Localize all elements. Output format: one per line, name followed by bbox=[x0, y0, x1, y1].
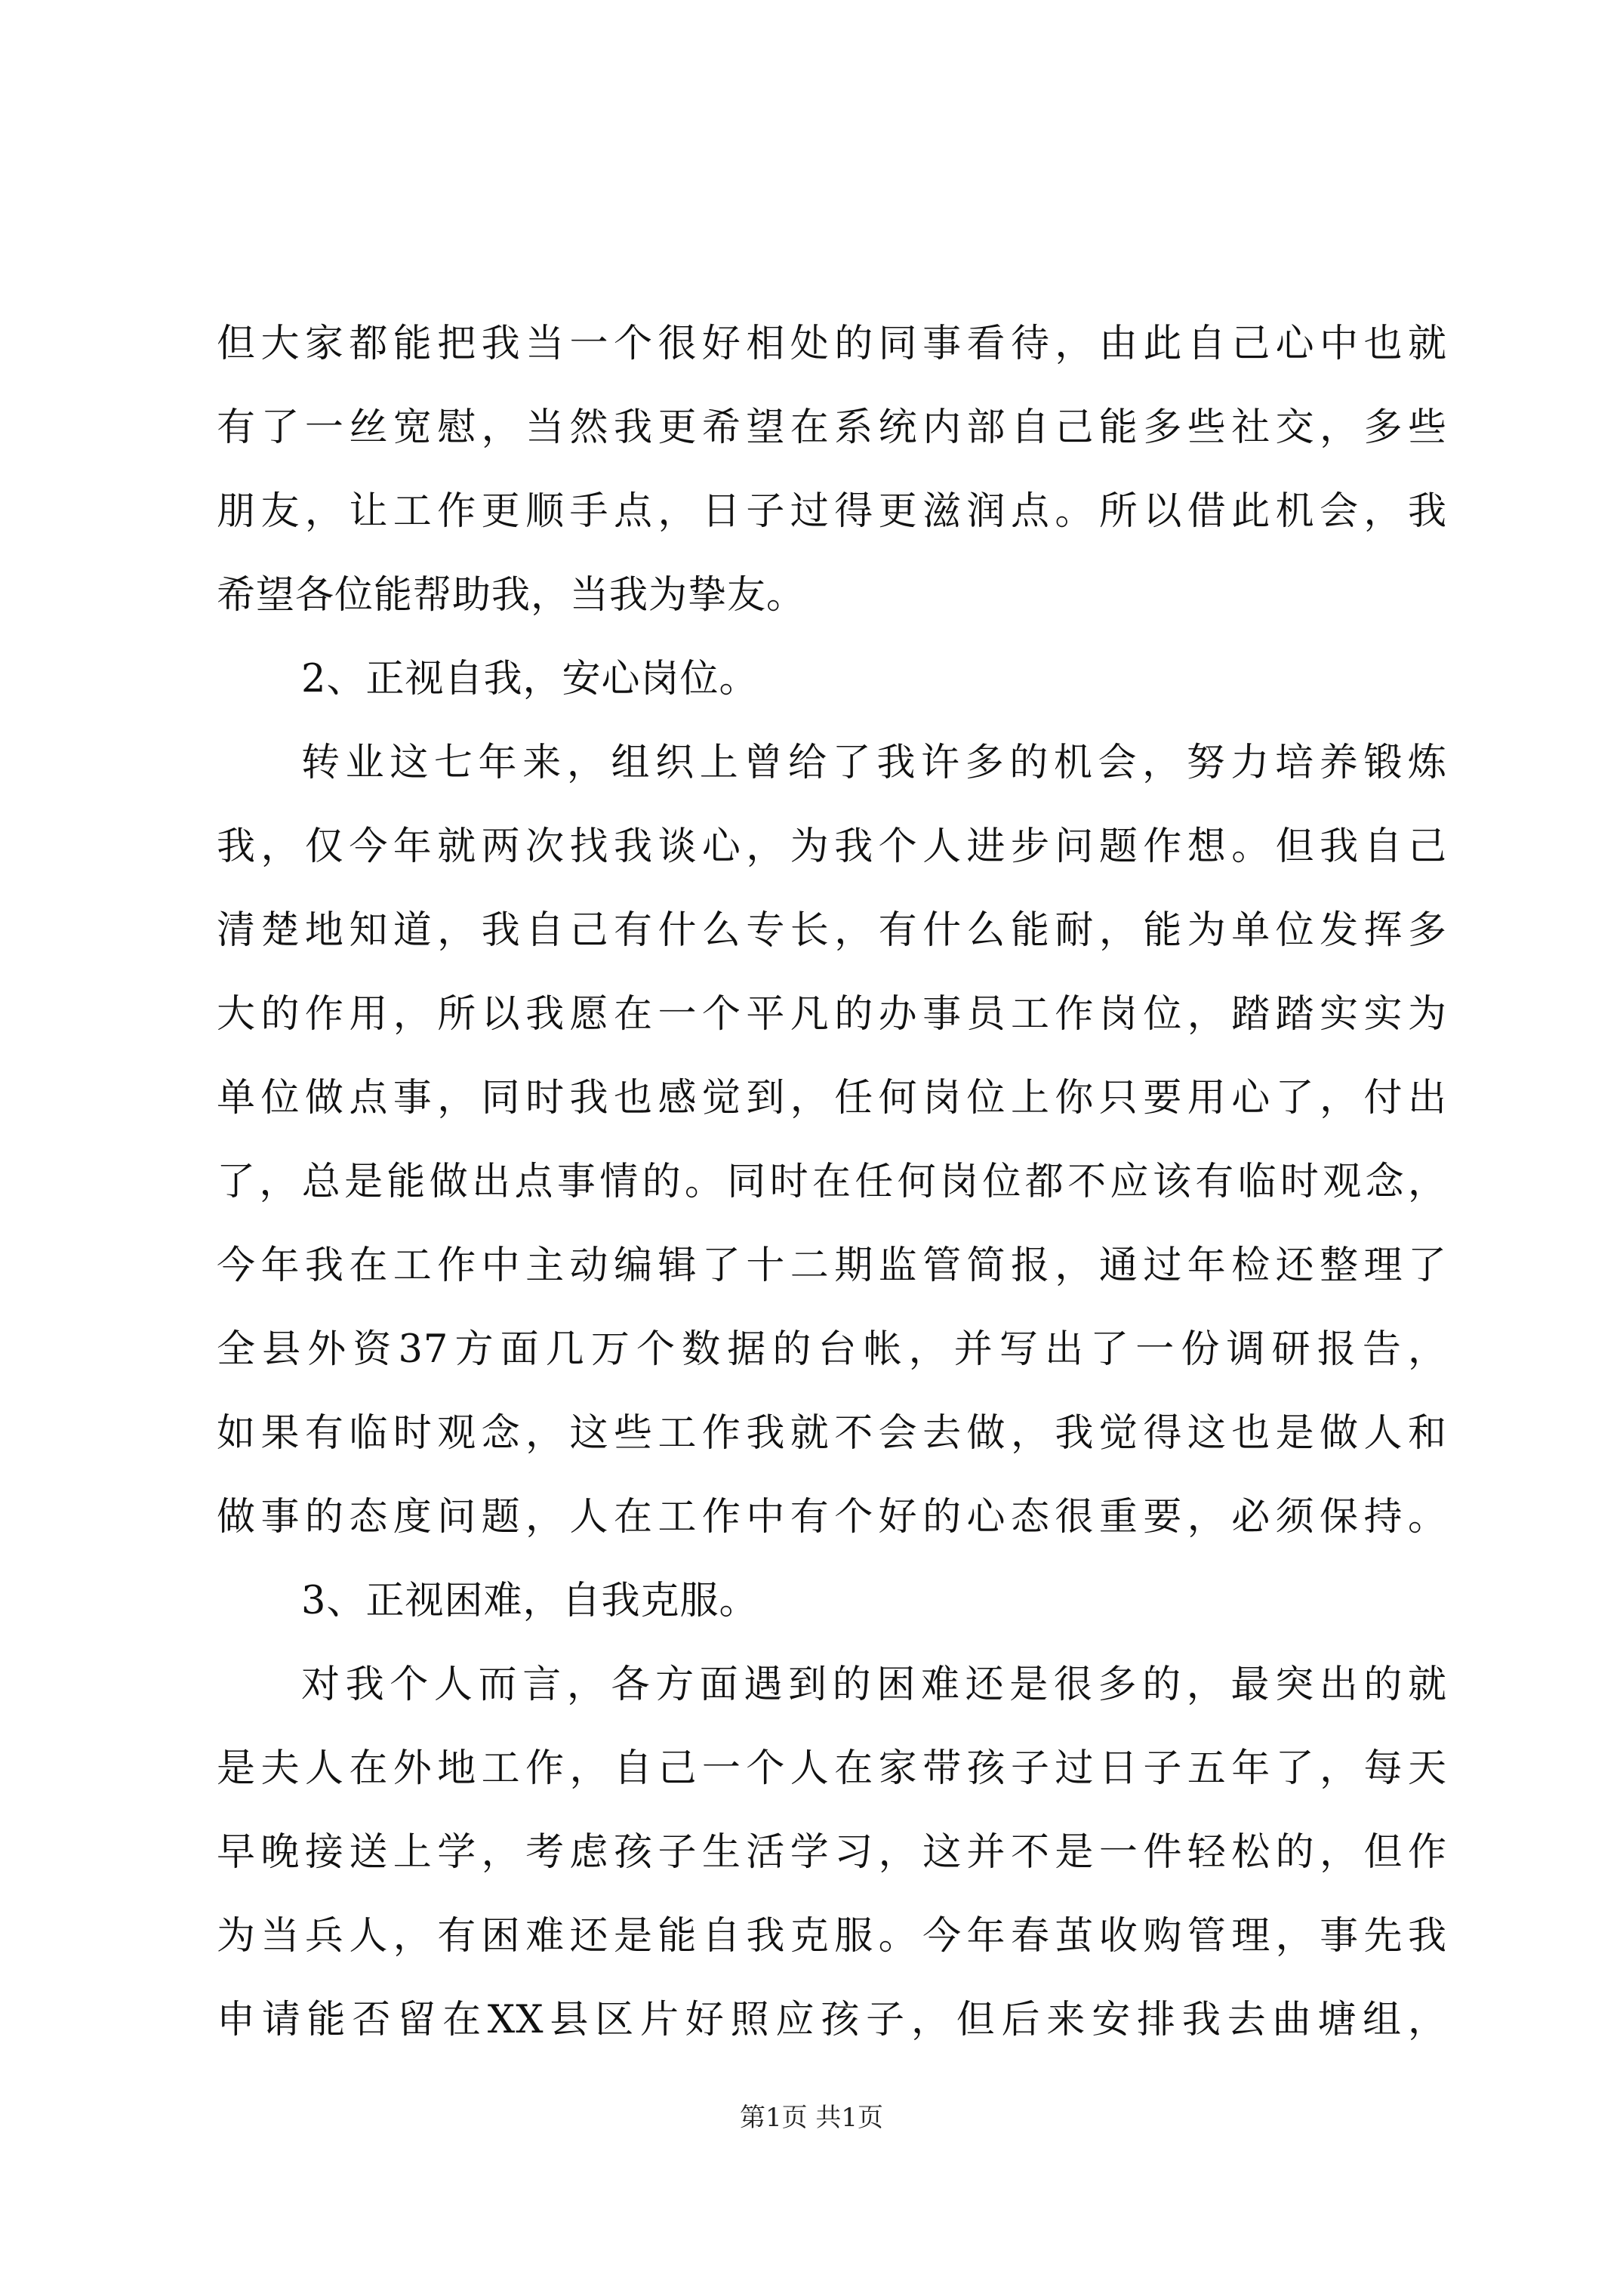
paragraph-line: 大的作用，所以我愿在一个平凡的办事员工作岗位，踏踏实实为 bbox=[217, 992, 1447, 1037]
paragraph-line: 我，仅今年就两次找我谈心，为我个人进步问题作想。但我自己 bbox=[217, 824, 1447, 869]
section-heading: 2、正视自我，安心岗位。 bbox=[301, 657, 759, 701]
paragraph-line: 全县外资37方面几万个数据的台帐，并写出了一份调研报告， bbox=[217, 1327, 1447, 1372]
paragraph-line: 为当兵人，有困难还是能自我克服。今年春茧收购管理，事先我 bbox=[217, 1914, 1447, 1959]
page-number: 第1页 共1页 bbox=[739, 2103, 884, 2133]
paragraph-line: 早晚接送上学，考虑孩子生活学习，这并不是一件轻松的，但作 bbox=[217, 1830, 1447, 1875]
section-heading: 3、正视困难，自我克服。 bbox=[301, 1579, 759, 1623]
paragraph-line: 清楚地知道，我自己有什么专长，有什么能耐，能为单位发挥多 bbox=[217, 908, 1447, 953]
paragraph-line: 但大家都能把我当一个很好相处的同事看待，由此自己心中也就 bbox=[217, 322, 1447, 366]
paragraph-line: 希望各位能帮助我，当我为挚友。 bbox=[217, 573, 806, 618]
paragraph-line: 了，总是能做出点事情的。同时在任何岗位都不应该有临时观念， bbox=[217, 1160, 1447, 1204]
paragraph-line: 对我个人而言，各方面遇到的困难还是很多的，最突出的就 bbox=[301, 1663, 1447, 1707]
paragraph-line: 如果有临时观念，这些工作我就不会去做，我觉得这也是做人和 bbox=[217, 1411, 1447, 1456]
paragraph-line: 转业这七年来，组织上曾给了我许多的机会，努力培养锻炼 bbox=[301, 741, 1447, 785]
document-body bbox=[217, 302, 1447, 2062]
paragraph-line: 单位做点事，同时我也感觉到，任何岗位上你只要用心了，付出 bbox=[217, 1076, 1447, 1120]
paragraph-line: 申请能否留在XX县区片好照应孩子，但后来安排我去曲塘组， bbox=[217, 1998, 1447, 2042]
page-footer bbox=[0, 2103, 1623, 2133]
paragraph-line: 有了一丝宽慰，当然我更希望在系统内部自己能多些社交，多些 bbox=[217, 405, 1447, 450]
paragraph-line: 做事的态度问题，人在工作中有个好的心态很重要，必须保持。 bbox=[217, 1495, 1447, 1539]
paragraph-line: 是夫人在外地工作，自己一个人在家带孩子过日子五年了，每天 bbox=[217, 1746, 1447, 1791]
paragraph-line: 朋友，让工作更顺手点，日子过得更滋润点。所以借此机会，我 bbox=[217, 489, 1447, 534]
paragraph-line: 今年我在工作中主动编辑了十二期监管简报，通过年检还整理了 bbox=[217, 1244, 1447, 1288]
